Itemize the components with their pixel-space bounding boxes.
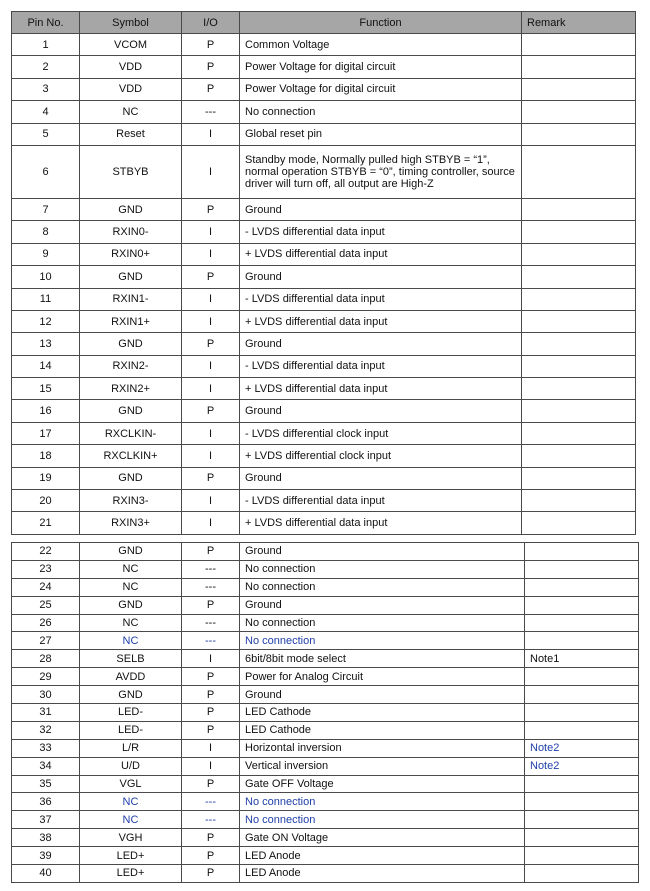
pin-cell: 26 xyxy=(12,614,80,632)
io-cell: I xyxy=(182,243,240,265)
table-row xyxy=(12,686,639,704)
function-cell: LED Anode xyxy=(240,847,525,865)
symbol-cell: VCOM xyxy=(80,34,182,56)
pin-cell: 7 xyxy=(12,198,80,220)
header-pin: Pin No. xyxy=(12,12,80,34)
io-cell: I xyxy=(182,650,240,668)
function-cell: - LVDS differential data input xyxy=(240,490,522,512)
io-cell: P xyxy=(182,266,240,288)
pin-cell: 33 xyxy=(12,739,80,757)
pin-cell: 3 xyxy=(12,78,80,100)
pin-cell: 5 xyxy=(12,123,80,145)
function-cell: LED Anode xyxy=(240,865,525,883)
table-row xyxy=(12,668,639,686)
io-cell: I xyxy=(182,288,240,310)
function-cell: + LVDS differential clock input xyxy=(240,445,522,467)
function-cell: Common Voltage xyxy=(240,34,522,56)
function-cell: - LVDS differential data input xyxy=(240,221,522,243)
remark-cell xyxy=(525,632,639,650)
remark-cell xyxy=(522,221,636,243)
pin-cell: 18 xyxy=(12,445,80,467)
table-row xyxy=(12,490,636,512)
remark-cell xyxy=(522,145,636,198)
io-cell: P xyxy=(182,829,240,847)
remark-cell xyxy=(522,56,636,78)
table-row xyxy=(12,560,639,578)
header-remark: Remark xyxy=(522,12,636,34)
function-cell: Ground xyxy=(240,543,525,561)
function-cell: + LVDS differential data input xyxy=(240,243,522,265)
table-row xyxy=(12,288,636,310)
table-body-top xyxy=(12,34,636,535)
remark-cell xyxy=(522,101,636,123)
io-cell: --- xyxy=(182,811,240,829)
symbol-cell: Reset xyxy=(80,123,182,145)
io-cell: P xyxy=(182,686,240,704)
function-cell: Standby mode, Normally pulled high STBYB = “1”, normal operation STBYB = “0”, timing controller, source driver will turn off, all output are High-Z xyxy=(240,145,522,198)
pin-cell: 9 xyxy=(12,243,80,265)
remark-cell: Note1 xyxy=(525,650,639,668)
function-cell: No connection xyxy=(240,101,522,123)
symbol-cell: AVDD xyxy=(80,668,182,686)
pin-cell: 31 xyxy=(12,704,80,722)
symbol-cell: L/R xyxy=(80,739,182,757)
function-cell: No connection xyxy=(240,560,525,578)
pin-table-part-1 xyxy=(11,11,636,535)
remark-cell xyxy=(522,288,636,310)
table-row xyxy=(12,378,636,400)
function-cell: - LVDS differential clock input xyxy=(240,422,522,444)
io-cell: --- xyxy=(182,614,240,632)
symbol-cell: GND xyxy=(80,266,182,288)
pin-cell: 15 xyxy=(12,378,80,400)
table-row xyxy=(12,467,636,489)
pin-table-part-2 xyxy=(11,542,639,883)
remark-cell xyxy=(522,34,636,56)
symbol-cell: NC xyxy=(80,578,182,596)
remark-cell xyxy=(522,310,636,332)
remark-cell xyxy=(522,467,636,489)
remark-cell xyxy=(525,829,639,847)
pin-cell: 30 xyxy=(12,686,80,704)
table-row xyxy=(12,865,639,883)
remark-cell xyxy=(525,847,639,865)
remark-cell xyxy=(525,721,639,739)
pin-cell: 22 xyxy=(12,543,80,561)
symbol-cell: NC xyxy=(80,632,182,650)
pin-cell: 25 xyxy=(12,596,80,614)
pin-cell: 36 xyxy=(12,793,80,811)
function-cell: 6bit/8bit mode select xyxy=(240,650,525,668)
io-cell: I xyxy=(182,422,240,444)
function-cell: No connection xyxy=(240,793,525,811)
remark-cell xyxy=(525,704,639,722)
symbol-cell: LED+ xyxy=(80,847,182,865)
io-cell: P xyxy=(182,400,240,422)
symbol-cell: VDD xyxy=(80,78,182,100)
symbol-cell: RXIN2- xyxy=(80,355,182,377)
symbol-cell: SELB xyxy=(80,650,182,668)
symbol-cell: RXIN3- xyxy=(80,490,182,512)
function-cell: Vertical inversion xyxy=(240,757,525,775)
function-cell: No connection xyxy=(240,578,525,596)
pin-cell: 14 xyxy=(12,355,80,377)
io-cell: --- xyxy=(182,560,240,578)
table-row xyxy=(12,310,636,332)
io-cell: I xyxy=(182,310,240,332)
table-row xyxy=(12,721,639,739)
io-cell: I xyxy=(182,378,240,400)
pin-cell: 13 xyxy=(12,333,80,355)
pin-cell: 12 xyxy=(12,310,80,332)
symbol-cell: LED- xyxy=(80,721,182,739)
remark-cell xyxy=(522,123,636,145)
io-cell: P xyxy=(182,198,240,220)
pin-cell: 32 xyxy=(12,721,80,739)
table-row xyxy=(12,101,636,123)
table-row xyxy=(12,632,639,650)
io-cell: P xyxy=(182,467,240,489)
symbol-cell: RXIN1- xyxy=(80,288,182,310)
table-row xyxy=(12,847,639,865)
remark-cell xyxy=(522,198,636,220)
function-cell: Ground xyxy=(240,198,522,220)
function-cell: Ground xyxy=(240,596,525,614)
io-cell: --- xyxy=(182,578,240,596)
table-row xyxy=(12,650,639,668)
header-row xyxy=(12,12,636,34)
table-row xyxy=(12,78,636,100)
remark-cell xyxy=(522,355,636,377)
remark-cell xyxy=(522,490,636,512)
pin-cell: 8 xyxy=(12,221,80,243)
table-row xyxy=(12,221,636,243)
table-row xyxy=(12,422,636,444)
remark-cell xyxy=(525,775,639,793)
table-row xyxy=(12,123,636,145)
symbol-cell: RXCLKIN+ xyxy=(80,445,182,467)
function-cell: - LVDS differential data input xyxy=(240,355,522,377)
io-cell: I xyxy=(182,355,240,377)
io-cell: P xyxy=(182,704,240,722)
function-cell: No connection xyxy=(240,632,525,650)
pin-cell: 20 xyxy=(12,490,80,512)
table-row xyxy=(12,445,636,467)
io-cell: P xyxy=(182,56,240,78)
table-row xyxy=(12,704,639,722)
symbol-cell: RXIN2+ xyxy=(80,378,182,400)
function-cell: + LVDS differential data input xyxy=(240,512,522,534)
io-cell: P xyxy=(182,668,240,686)
header-function: Function xyxy=(240,12,522,34)
io-cell: I xyxy=(182,221,240,243)
function-cell: Power Voltage for digital circuit xyxy=(240,78,522,100)
remark-cell xyxy=(525,865,639,883)
table-row xyxy=(12,266,636,288)
pin-cell: 10 xyxy=(12,266,80,288)
io-cell: I xyxy=(182,123,240,145)
pin-cell: 40 xyxy=(12,865,80,883)
header-symbol: Symbol xyxy=(80,12,182,34)
pin-cell: 16 xyxy=(12,400,80,422)
pin-cell: 19 xyxy=(12,467,80,489)
io-cell: P xyxy=(182,34,240,56)
table-row xyxy=(12,793,639,811)
function-cell: Global reset pin xyxy=(240,123,522,145)
pin-cell: 37 xyxy=(12,811,80,829)
remark-cell xyxy=(522,422,636,444)
symbol-cell: NC xyxy=(80,560,182,578)
function-cell: LED Cathode xyxy=(240,704,525,722)
table-row xyxy=(12,775,639,793)
pin-cell: 39 xyxy=(12,847,80,865)
symbol-cell: LED- xyxy=(80,704,182,722)
symbol-cell: RXIN0- xyxy=(80,221,182,243)
symbol-cell: GND xyxy=(80,400,182,422)
pin-cell: 34 xyxy=(12,757,80,775)
io-cell: I xyxy=(182,739,240,757)
pin-cell: 1 xyxy=(12,34,80,56)
function-cell: Ground xyxy=(240,266,522,288)
pin-cell: 29 xyxy=(12,668,80,686)
table-body-bottom xyxy=(12,543,639,883)
table-row xyxy=(12,355,636,377)
symbol-cell: RXIN3+ xyxy=(80,512,182,534)
remark-cell xyxy=(525,793,639,811)
table-row xyxy=(12,829,639,847)
function-cell: Ground xyxy=(240,686,525,704)
io-cell: P xyxy=(182,596,240,614)
symbol-cell: GND xyxy=(80,198,182,220)
symbol-cell: GND xyxy=(80,596,182,614)
symbol-cell: RXIN1+ xyxy=(80,310,182,332)
io-cell: I xyxy=(182,145,240,198)
table-row xyxy=(12,34,636,56)
remark-cell: Note2 xyxy=(525,757,639,775)
io-cell: P xyxy=(182,78,240,100)
io-cell: I xyxy=(182,512,240,534)
io-cell: --- xyxy=(182,101,240,123)
symbol-cell: STBYB xyxy=(80,145,182,198)
io-cell: I xyxy=(182,445,240,467)
function-cell: Gate ON Voltage xyxy=(240,829,525,847)
remark-cell xyxy=(522,243,636,265)
function-cell: No connection xyxy=(240,614,525,632)
io-cell: --- xyxy=(182,632,240,650)
table-row xyxy=(12,596,639,614)
function-cell: Gate OFF Voltage xyxy=(240,775,525,793)
table-row xyxy=(12,56,636,78)
symbol-cell: NC xyxy=(80,793,182,811)
io-cell: P xyxy=(182,543,240,561)
io-cell: I xyxy=(182,757,240,775)
remark-cell xyxy=(525,668,639,686)
pin-cell: 38 xyxy=(12,829,80,847)
symbol-cell: NC xyxy=(80,101,182,123)
table-row xyxy=(12,333,636,355)
remark-cell xyxy=(525,596,639,614)
symbol-cell: GND xyxy=(80,333,182,355)
function-cell: + LVDS differential data input xyxy=(240,310,522,332)
header-io: I/O xyxy=(182,12,240,34)
symbol-cell: LED+ xyxy=(80,865,182,883)
function-cell: - LVDS differential data input xyxy=(240,288,522,310)
function-cell: Ground xyxy=(240,400,522,422)
function-cell: No connection xyxy=(240,811,525,829)
io-cell: P xyxy=(182,847,240,865)
pin-cell: 35 xyxy=(12,775,80,793)
symbol-cell: GND xyxy=(80,686,182,704)
table-row xyxy=(12,543,639,561)
io-cell: I xyxy=(182,490,240,512)
remark-cell xyxy=(522,266,636,288)
table-row xyxy=(12,512,636,534)
function-cell: Ground xyxy=(240,333,522,355)
remark-cell xyxy=(522,512,636,534)
table-row xyxy=(12,145,636,198)
symbol-cell: GND xyxy=(80,543,182,561)
remark-cell: Note2 xyxy=(525,739,639,757)
pin-cell: 6 xyxy=(12,145,80,198)
io-cell: P xyxy=(182,775,240,793)
table-row xyxy=(12,811,639,829)
remark-cell xyxy=(522,400,636,422)
function-cell: Horizontal inversion xyxy=(240,739,525,757)
function-cell: Power Voltage for digital circuit xyxy=(240,56,522,78)
pin-cell: 28 xyxy=(12,650,80,668)
function-cell: + LVDS differential data input xyxy=(240,378,522,400)
function-cell: Ground xyxy=(240,467,522,489)
remark-cell xyxy=(525,614,639,632)
io-cell: P xyxy=(182,333,240,355)
symbol-cell: RXIN0+ xyxy=(80,243,182,265)
table-row xyxy=(12,614,639,632)
table-row xyxy=(12,757,639,775)
table-row xyxy=(12,578,639,596)
remark-cell xyxy=(525,543,639,561)
function-cell: Power for Analog Circuit xyxy=(240,668,525,686)
remark-cell xyxy=(522,445,636,467)
symbol-cell: RXCLKIN- xyxy=(80,422,182,444)
io-cell: P xyxy=(182,721,240,739)
pin-cell: 4 xyxy=(12,101,80,123)
pin-cell: 2 xyxy=(12,56,80,78)
io-cell: P xyxy=(182,865,240,883)
symbol-cell: VGH xyxy=(80,829,182,847)
table-row xyxy=(12,198,636,220)
table-row xyxy=(12,243,636,265)
pin-cell: 11 xyxy=(12,288,80,310)
symbol-cell: NC xyxy=(80,614,182,632)
pin-cell: 24 xyxy=(12,578,80,596)
remark-cell xyxy=(522,333,636,355)
table-row xyxy=(12,400,636,422)
symbol-cell: VDD xyxy=(80,56,182,78)
symbol-cell: GND xyxy=(80,467,182,489)
pin-cell: 17 xyxy=(12,422,80,444)
pin-cell: 21 xyxy=(12,512,80,534)
remark-cell xyxy=(525,686,639,704)
remark-cell xyxy=(525,560,639,578)
remark-cell xyxy=(525,811,639,829)
symbol-cell: U/D xyxy=(80,757,182,775)
symbol-cell: NC xyxy=(80,811,182,829)
table-row xyxy=(12,739,639,757)
remark-cell xyxy=(522,78,636,100)
remark-cell xyxy=(525,578,639,596)
pin-cell: 27 xyxy=(12,632,80,650)
symbol-cell: VGL xyxy=(80,775,182,793)
pin-cell: 23 xyxy=(12,560,80,578)
function-cell: LED Cathode xyxy=(240,721,525,739)
remark-cell xyxy=(522,378,636,400)
io-cell: --- xyxy=(182,793,240,811)
